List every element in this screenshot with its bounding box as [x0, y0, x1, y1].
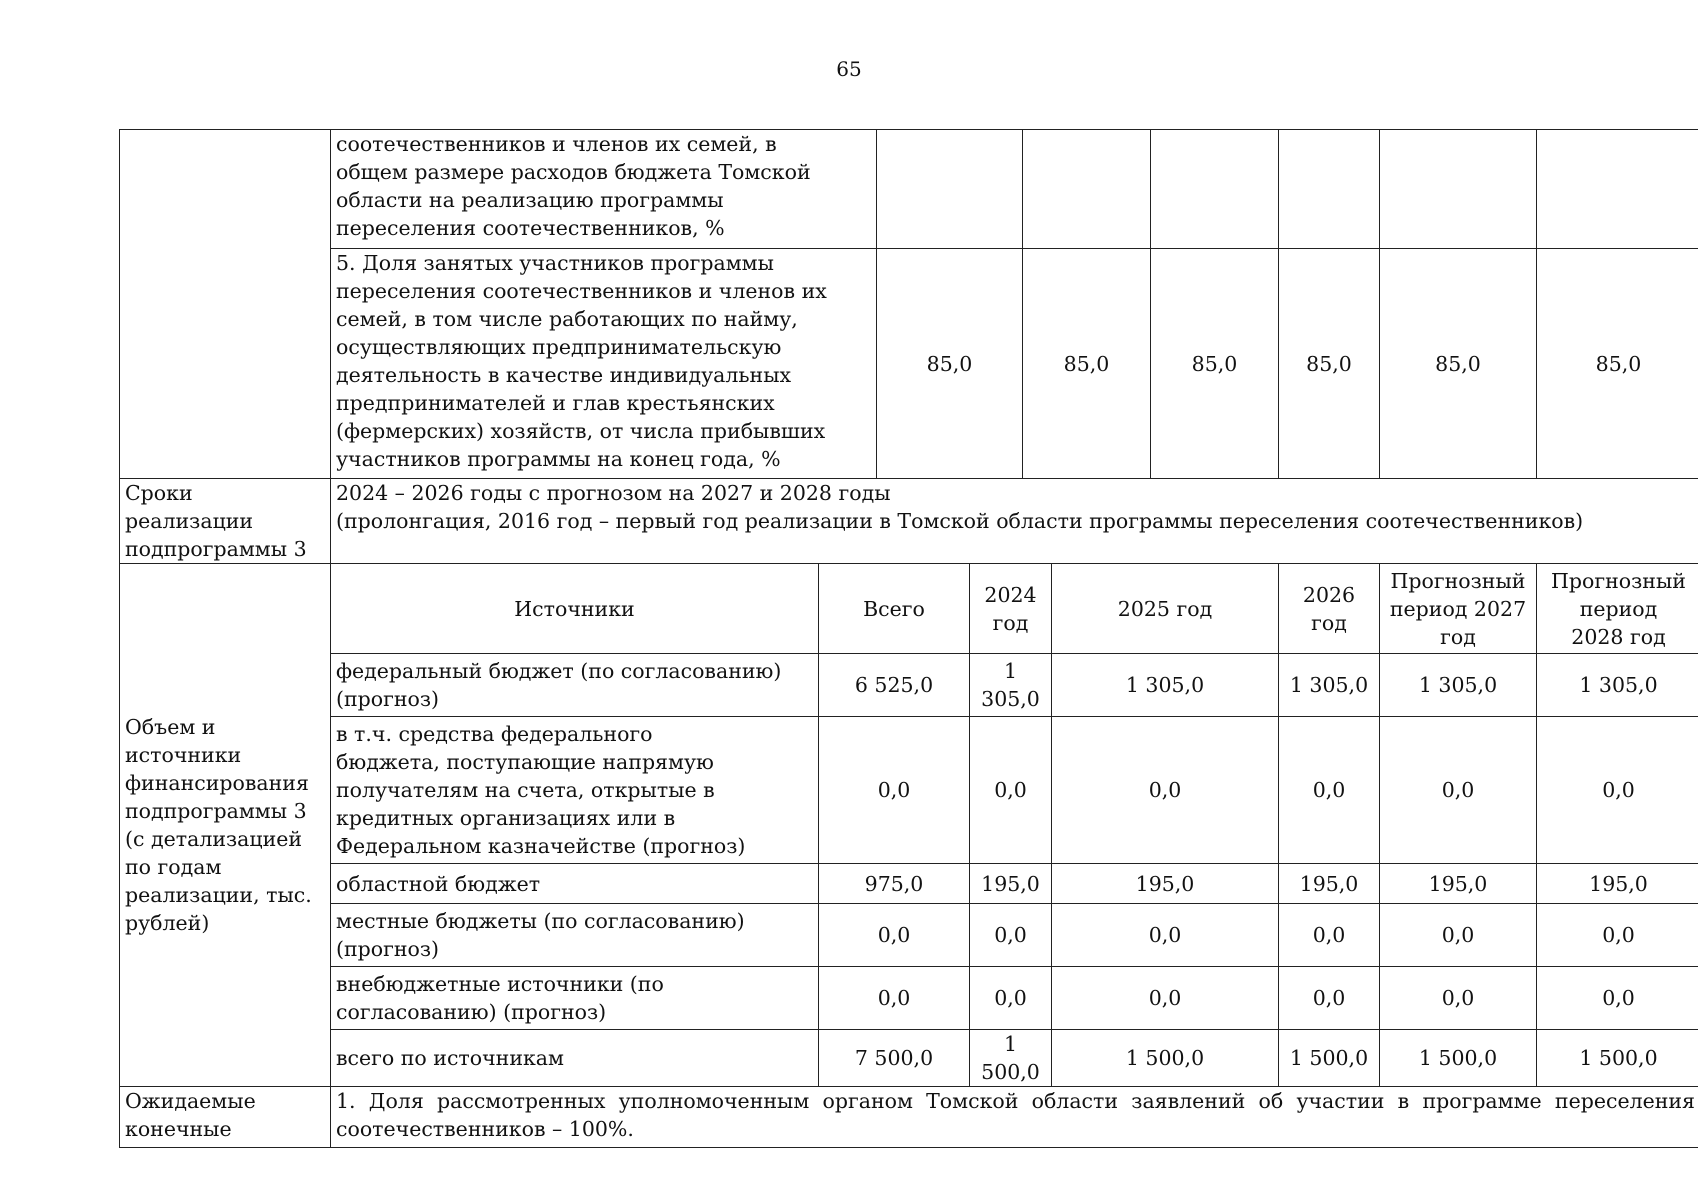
- financing-value: 195,0: [970, 864, 1052, 904]
- financing-value: 195,0: [1052, 864, 1279, 904]
- indicator-5-value: 85,0: [1023, 249, 1151, 479]
- financing-source: областной бюджет: [331, 864, 819, 904]
- financing-header-forecast: Прогнозный период 2028 год: [1537, 564, 1698, 654]
- financing-source: федеральный бюджет (по согласованию) (прогноз): [331, 654, 819, 717]
- indicator-cont-value-6: [1537, 130, 1698, 249]
- financing-value: 0,0: [1537, 904, 1698, 967]
- financing-header-year: 2026 год: [1279, 564, 1380, 654]
- indicator-cont-value-4: [1279, 130, 1380, 249]
- financing-value: 0,0: [1279, 717, 1380, 864]
- expected-row: [120, 1087, 1698, 1148]
- financing-row: [120, 717, 1698, 864]
- indicator-cont-row: [120, 130, 1698, 249]
- terms-value-line2: (пролонгация, 2016 год – первый год реализации в Томской области программы переселения соотечественников): [336, 509, 1584, 533]
- terms-value-line1: 2024 – 2026 годы с прогнозом на 2027 и 2028 годы: [336, 481, 891, 505]
- indicator-5-value: 85,0: [1151, 249, 1279, 479]
- expected-label: Ожидаемые конечные: [120, 1087, 331, 1148]
- financing-label: Объем и источники финансирования подпрограммы 3 (с детализацией по годам реализации, тыс. рублей): [120, 564, 331, 1087]
- financing-row: [120, 864, 1698, 904]
- terms-value: [331, 479, 1698, 564]
- financing-value: 0,0: [1380, 967, 1537, 1030]
- indicator-5-row: [120, 249, 1698, 479]
- financing-value: 1 305,0: [1537, 654, 1698, 717]
- financing-value: 1 500,0: [970, 1030, 1052, 1087]
- indicator-5-value: 85,0: [1537, 249, 1698, 479]
- financing-value: 0,0: [970, 904, 1052, 967]
- financing-value: 0,0: [1537, 967, 1698, 1030]
- financing-row: [120, 967, 1698, 1030]
- financing-value: 1 305,0: [1380, 654, 1537, 717]
- financing-value: 0,0: [970, 967, 1052, 1030]
- indicator-cont-text: соотечественников и членов их семей, в общем размере расходов бюджета Томской области на реализацию программы переселения соотечественников, %: [331, 130, 877, 249]
- page-number: 65: [836, 57, 862, 81]
- financing-value: 1 500,0: [1380, 1030, 1537, 1087]
- indicators-label-cell: [120, 130, 331, 479]
- indicator-cont-value-3: [1151, 130, 1279, 249]
- indicator-5-value: 85,0: [1279, 249, 1380, 479]
- indicator-cont-value-5: [1380, 130, 1537, 249]
- indicator-cont-value-1: [877, 130, 1023, 249]
- financing-header-forecast: Прогнозный период 2027 год: [1380, 564, 1537, 654]
- financing-value: 0,0: [1052, 967, 1279, 1030]
- financing-value: 195,0: [1279, 864, 1380, 904]
- financing-value: 195,0: [1537, 864, 1698, 904]
- indicator-cont-value-2: [1023, 130, 1151, 249]
- indicator-5-value: 85,0: [877, 249, 1023, 479]
- financing-value: 0,0: [1279, 904, 1380, 967]
- financing-value: 0,0: [1537, 717, 1698, 864]
- financing-value: 0,0: [1279, 967, 1380, 1030]
- financing-value: 0,0: [819, 904, 970, 967]
- financing-source: внебюджетные источники (по согласованию) (прогноз): [331, 967, 819, 1030]
- financing-value: 0,0: [1380, 904, 1537, 967]
- financing-value: 0,0: [819, 967, 970, 1030]
- expected-text: 1. Доля рассмотренных уполномоченным органом Томской области заявлений об участии в программе переселения соотечественников – 100%.: [331, 1087, 1698, 1148]
- financing-value: 1 500,0: [1279, 1030, 1380, 1087]
- financing-row: [120, 904, 1698, 967]
- financing-header-total: Всего: [819, 564, 970, 654]
- indicator-5-value: 85,0: [1380, 249, 1537, 479]
- financing-source: всего по источникам: [331, 1030, 819, 1087]
- financing-value: 1 305,0: [970, 654, 1052, 717]
- terms-row: [120, 479, 1698, 564]
- financing-value: 1 500,0: [1537, 1030, 1698, 1087]
- terms-label: Сроки реализации подпрограммы 3: [120, 479, 331, 564]
- financing-row: [120, 654, 1698, 717]
- financing-value: 975,0: [819, 864, 970, 904]
- financing-value: 1 305,0: [1279, 654, 1380, 717]
- indicator-5-text: 5. Доля занятых участников программы переселения соотечественников и членов их семей, в том числе работающих по найму, осуществляющих предпринимательскую деятельность в качестве индивидуальных предпринимателей и глав крестьянских (фермерских) хозяйств, от числа прибывших участников программы на конец года, %: [331, 249, 877, 479]
- financing-value: 0,0: [819, 717, 970, 864]
- passport-table: [119, 129, 1698, 1148]
- financing-value: 7 500,0: [819, 1030, 970, 1087]
- financing-value: 195,0: [1380, 864, 1537, 904]
- financing-value: 0,0: [1052, 717, 1279, 864]
- financing-source: в т.ч. средства федерального бюджета, поступающие напрямую получателям на счета, открытые в кредитных организациях или в Федеральном казначействе (прогноз): [331, 717, 819, 864]
- financing-value: 1 305,0: [1052, 654, 1279, 717]
- financing-header-year: 2024 год: [970, 564, 1052, 654]
- financing-value: 1 500,0: [1052, 1030, 1279, 1087]
- financing-value: 6 525,0: [819, 654, 970, 717]
- financing-value: 0,0: [970, 717, 1052, 864]
- financing-value: 0,0: [1380, 717, 1537, 864]
- financing-header-row: [120, 564, 1698, 654]
- financing-source: местные бюджеты (по согласованию) (прогноз): [331, 904, 819, 967]
- financing-total-row: [120, 1030, 1698, 1087]
- financing-header-year: 2025 год: [1052, 564, 1279, 654]
- financing-value: 0,0: [1052, 904, 1279, 967]
- financing-header-sources: Источники: [331, 564, 819, 654]
